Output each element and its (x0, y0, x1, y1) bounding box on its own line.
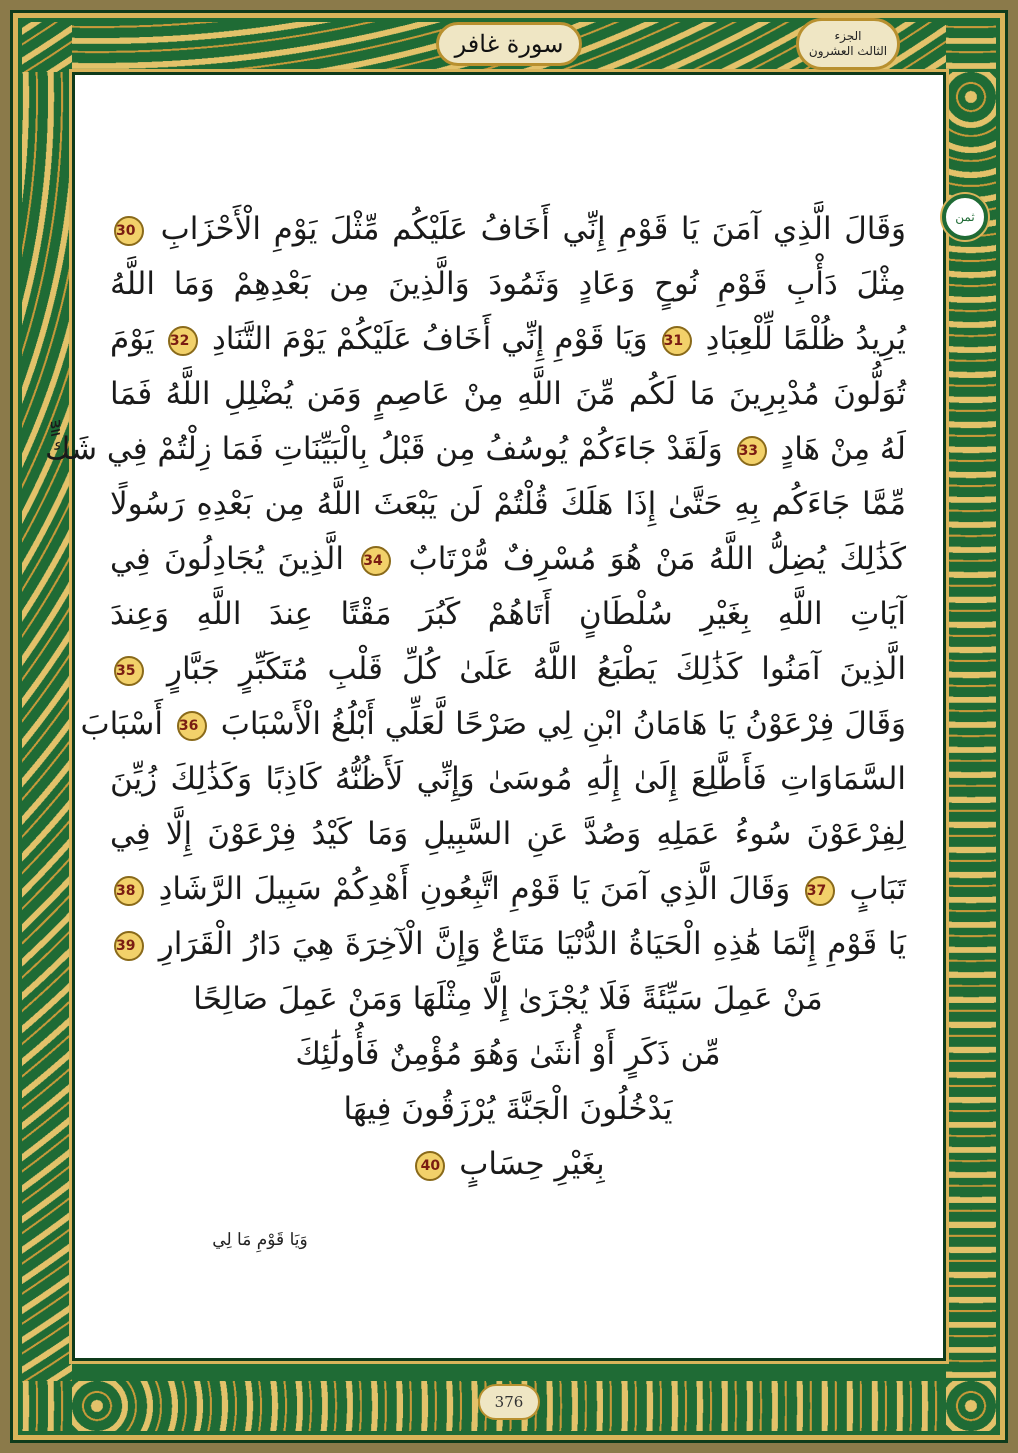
verse-text: لَهُ مِنْ هَادٍ (780, 431, 906, 467)
text-line (110, 862, 906, 917)
ayah-number-marker: 37 (805, 876, 835, 906)
ayah-number-marker: 40 (415, 1151, 445, 1181)
text-line (110, 752, 906, 807)
hizb-quarter-marker: ثمن (942, 194, 988, 240)
verse-text: مِّن ذَكَرٍ أَوْ أُنثَىٰ وَهُوَ مُؤْمِنٌ فَأُولَٰئِكَ (295, 1036, 721, 1072)
verse-text: وَقَالَ الَّذِي آمَنَ يَا قَوْمِ إِنِّي أَخَافُ عَلَيْكُم مِّثْلَ يَوْمِ الْأَحْزَابِ (160, 211, 906, 247)
text-line (110, 1027, 906, 1082)
verse-text: يَدْخُلُونَ الْجَنَّةَ يُرْزَقُونَ فِيهَا (343, 1091, 673, 1127)
surah-title: سورة غافر (436, 22, 582, 66)
ayah-number-marker: 34 (361, 546, 391, 576)
verse-text: يَا قَوْمِ إِنَّمَا هَٰذِهِ الْحَيَاةُ الدُّنْيَا مَتَاعٌ وَإِنَّ الْآخِرَةَ هِيَ دَارُ الْقَرَارِ (158, 926, 906, 962)
verse-text: بِغَيْرِ حِسَابٍ (459, 1146, 605, 1182)
text-line (110, 367, 906, 422)
verse-text: مَنْ عَمِلَ سَيِّئَةً فَلَا يُجْزَىٰ إِلَّا مِثْلَهَا وَمَنْ عَمِلَ صَالِحًا (193, 981, 823, 1017)
verse-text: وَلَقَدْ جَاءَكُمْ يُوسُفُ مِن قَبْلُ بِالْبَيِّنَاتِ فَمَا زِلْتُمْ فِي شَكٍّ (44, 431, 723, 467)
juz-label (796, 18, 900, 70)
text-line (44, 422, 906, 477)
verse-text: أَسْبَابَ (80, 706, 164, 742)
text-line (110, 202, 906, 257)
text-line (110, 1082, 906, 1137)
ayah-number-marker: 35 (114, 656, 144, 686)
ayah-number-marker: 39 (114, 931, 144, 961)
verse-text: آيَاتِ اللَّهِ بِغَيْرِ سُلْطَانٍ أَتَاهُمْ كَبُرَ مَقْتًا عِندَ اللَّهِ وَعِندَ (110, 596, 906, 632)
verse-text: لِفِرْعَوْنَ سُوءُ عَمَلِهِ وَصُدَّ عَنِ السَّبِيلِ وَمَا كَيْدُ فِرْعَوْنَ إِلَّا فِي (110, 816, 906, 852)
ayah-number-marker: 30 (114, 216, 144, 246)
text-line (110, 642, 906, 697)
verse-text: تَبَابٍ (849, 871, 907, 907)
verse-text: وَقَالَ الَّذِي آمَنَ يَا قَوْمِ اتَّبِعُونِ أَهْدِكُمْ سَبِيلَ الرَّشَادِ (158, 871, 791, 907)
text-line (110, 972, 906, 1027)
verse-text: السَّمَاوَاتِ فَأَطَّلِعَ إِلَىٰ إِلَٰهِ مُوسَىٰ وَإِنِّي لَأَظُنُّهُ كَاذِبًا وَكَذَٰلِكَ زُيِّنَ (110, 761, 906, 797)
text-line (110, 1137, 906, 1192)
ayah-number-marker: 31 (662, 326, 692, 356)
verse-text: يَوْمَ (110, 321, 154, 357)
ayah-number-marker: 32 (168, 326, 198, 356)
verse-text: الَّذِينَ آمَنُوا كَذَٰلِكَ يَطْبَعُ اللَّهُ عَلَىٰ كُلِّ قَلْبِ مُتَكَبِّرٍ جَبَّارٍ (167, 651, 906, 687)
verse-text: كَذَٰلِكَ يُضِلُّ اللَّهُ مَنْ هُوَ مُسْرِفٌ مُّرْتَابٌ (408, 541, 906, 577)
verse-text: الَّذِينَ يُجَادِلُونَ فِي (110, 541, 344, 577)
verse-text: وَقَالَ فِرْعَوْنُ يَا هَامَانُ ابْنِ لِي صَرْحًا لَّعَلِّي أَبْلُغُ الْأَسْبَابَ (220, 706, 906, 742)
text-line (110, 807, 906, 862)
quran-text-block (44, 202, 907, 1192)
verse-text: مِثْلَ دَأْبِ قَوْمِ نُوحٍ وَعَادٍ وَثَمُودَ وَالَّذِينَ مِن بَعْدِهِمْ وَمَا اللَّهُ (110, 266, 906, 302)
juz-label-line1: الجزء (834, 29, 862, 43)
text-line (110, 477, 906, 532)
verse-text: مِّمَّا جَاءَكُم بِهِ حَتَّىٰ إِذَا هَلَكَ قُلْتُمْ لَن يَبْعَثَ اللَّهُ مِن بَعْدِهِ رَسُولًا (110, 486, 906, 522)
verse-text: يُرِيدُ ظُلْمًا لِّلْعِبَادِ (705, 321, 906, 357)
ayah-number-marker: 36 (177, 711, 207, 741)
text-line (110, 257, 906, 312)
verse-text: وَيَا قَوْمِ إِنِّي أَخَافُ عَلَيْكُمْ يَوْمَ التَّنَادِ (211, 321, 648, 357)
page-number: 376 (478, 1384, 540, 1420)
text-line (110, 532, 906, 587)
text-line (80, 697, 906, 752)
text-line (110, 917, 906, 972)
text-line (110, 587, 906, 642)
text-line (110, 312, 906, 367)
catchword: وَيَا قَوْمِ مَا لِي (212, 1230, 308, 1250)
juz-label-line2: الثالث العشرون (808, 44, 888, 58)
ayah-number-marker: 38 (114, 876, 144, 906)
verse-text: تُوَلُّونَ مُدْبِرِينَ مَا لَكُم مِّنَ اللَّهِ مِنْ عَاصِمٍ وَمَن يُضْلِلِ اللَّهُ فَمَا (110, 376, 906, 412)
ayah-number-marker: 33 (737, 436, 767, 466)
